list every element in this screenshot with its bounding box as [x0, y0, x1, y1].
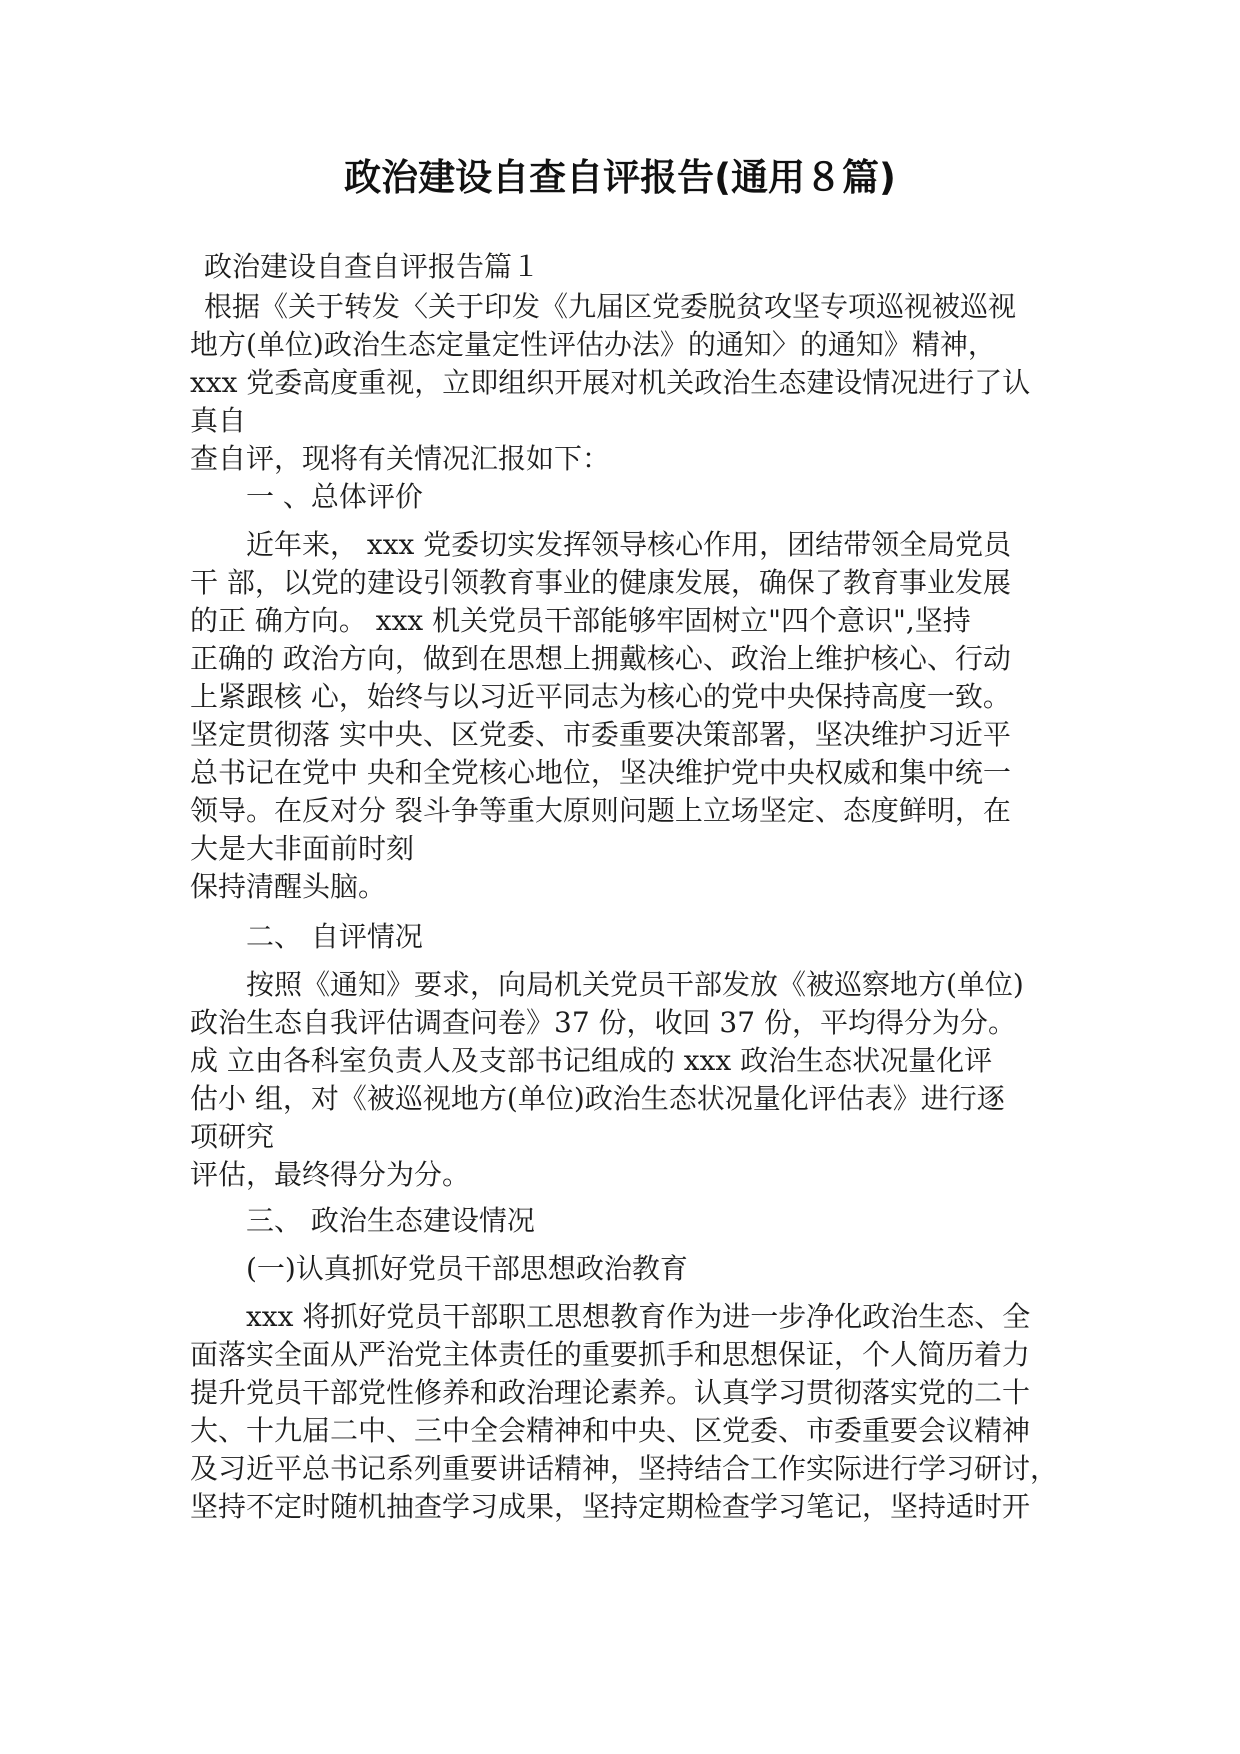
- paragraph-line: 近年来， xxx 党委切实发挥领导核心作用，团结带领全局党员: [246, 528, 1012, 561]
- paragraph-line: 项研究: [190, 1120, 275, 1153]
- paragraph-line: 总书记在党中 央和全党核心地位，坚决维护党中央权威和集中统一: [190, 756, 1011, 789]
- section-heading: 政治建设自查自评报告篇１: [204, 250, 541, 283]
- paragraph-line: 及习近平总书记系列重要讲话精神，坚持结合工作实际进行学习研讨，: [190, 1452, 1059, 1485]
- paragraph-line: 政治生态自我评估调查问卷》37 份，收回 37 份，平均得分为分。: [190, 1006, 1016, 1039]
- subheading: 二、 自评情况: [246, 920, 423, 953]
- paragraph-line: 领导。在反对分 裂斗争等重大原则问题上立场坚定、态度鲜明，在: [190, 794, 1011, 827]
- paragraph-line: 根据《关于转发〈关于印发《九届区党委脱贫攻坚专项巡视被巡视: [204, 290, 1017, 323]
- paragraph-line: 坚持不定时随机抽查学习成果，坚持定期检查学习笔记，坚持适时开: [190, 1490, 1031, 1523]
- paragraph-line: 估小 组，对《被巡视地方(单位)政治生态状况量化评估表》进行逐: [190, 1082, 1005, 1115]
- paragraph-line: 提升党员干部党性修养和政治理论素养。认真学习贯彻落实党的二十: [190, 1376, 1031, 1409]
- paragraph-line: 干 部，以党的建设引领教育事业的健康发展，确保了教育事业发展: [190, 566, 1011, 599]
- paragraph-line: xxx 将抓好党员干部职工思想教育作为进一步净化政治生态、全: [246, 1300, 1031, 1333]
- subheading: 三、 政治生态建设情况: [246, 1204, 535, 1237]
- paragraph-line: 面落实全面从严治党主体责任的重要抓手和思想保证，个人简历着力: [190, 1338, 1031, 1371]
- paragraph-line: 大、十九届二中、三中全会精神和中央、区党委、市委重要会议精神: [190, 1414, 1031, 1447]
- paragraph-line: 正确的 政治方向，做到在思想上拥戴核心、政治上维护核心、行动: [190, 642, 1011, 675]
- paragraph-line: xxx 党委高度重视，立即组织开展对机关政治生态建设情况进行了认: [190, 366, 1031, 399]
- document-title: 政治建设自查自评报告(通用８篇): [344, 156, 896, 199]
- subheading: 一 、总体评价: [246, 480, 423, 513]
- paragraph-line: 上紧跟核 心，始终与以习近平同志为核心的党中央保持高度一致。: [190, 680, 1011, 713]
- paragraph-line: 查自评，现将有关情况汇报如下：: [190, 442, 611, 475]
- paragraph-line: 大是大非面前时刻: [190, 832, 415, 865]
- paragraph-line: 坚定贯彻落 实中央、区党委、市委重要决策部署，坚决维护习近平: [190, 718, 1011, 751]
- paragraph-line: 真自: [190, 404, 247, 437]
- paragraph-line: 地方(单位)政治生态定量定性评估办法》的通知〉的通知》精神，: [190, 328, 996, 361]
- subheading: (一)认真抓好党员干部思想政治教育: [246, 1252, 688, 1285]
- paragraph-line: 成 立由各科室负责人及支部书记组成的 xxx 政治生态状况量化评: [190, 1044, 993, 1077]
- paragraph-line: 的正 确方向。 xxx 机关党员干部能够牢固树立"四个意识",坚持: [190, 604, 971, 637]
- paragraph-line: 按照《通知》要求，向局机关党员干部发放《被巡察地方(单位): [246, 968, 1024, 1001]
- paragraph-line: 保持清醒头脑。: [190, 870, 387, 903]
- paragraph-line: 评估，最终得分为分。: [190, 1158, 471, 1191]
